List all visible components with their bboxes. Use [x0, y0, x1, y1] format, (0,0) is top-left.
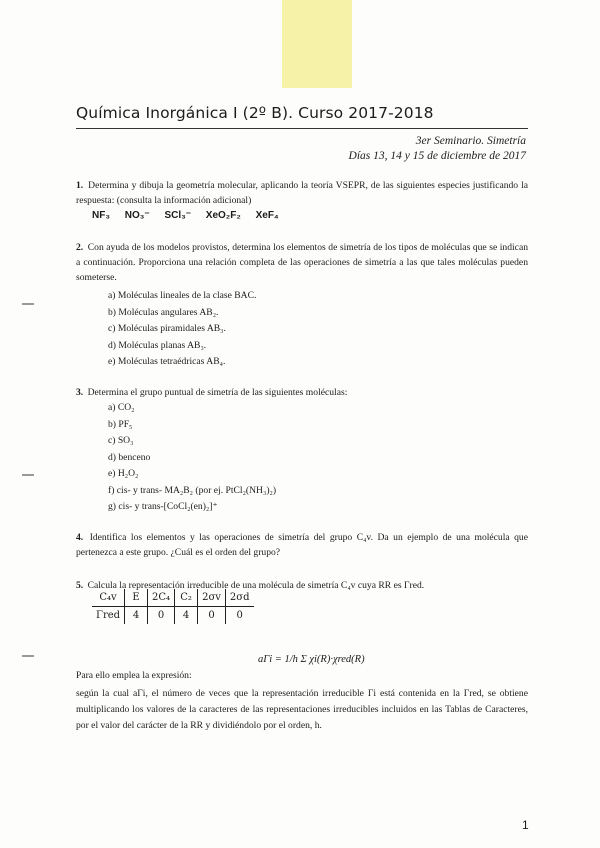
question-1-text: Determina y dibuja la geometría molecular, aplicando la teoría VSEPR, de las siguientes especies justificando la respuesta: (consulta la información adicional) [76, 180, 528, 206]
question-5-number: 5. [76, 580, 84, 591]
list-item: b) Moléculas angulares AB₂. [108, 306, 219, 318]
species-list [92, 210, 289, 221]
seminar-name: 3er Seminario. Simetría [415, 135, 526, 147]
table-cell: 0 [148, 607, 175, 625]
question-3 [76, 385, 528, 400]
list-item: d) benceno [108, 451, 151, 463]
table-cell: Γred [92, 607, 125, 625]
list-item: d) Moléculas planas AB₃. [108, 339, 207, 351]
question-1-number: 1. [76, 180, 84, 191]
table-row [92, 607, 254, 625]
scan-mark [22, 655, 34, 657]
list-item: a) Moléculas lineales de la clase BAC. [108, 290, 257, 301]
table-cell: 4 [125, 607, 148, 625]
list-item: g) cis- y trans-[CoCl₂(en)₂]⁺ [108, 501, 218, 512]
scan-mark [22, 303, 34, 305]
table-cell: E [125, 589, 148, 607]
species-item: SCl₃⁻ [164, 210, 192, 221]
list-item: b) PF₅ [108, 418, 133, 430]
table-header-row [92, 589, 254, 607]
question-2 [76, 240, 528, 285]
page-number: 1 [522, 818, 529, 832]
table-cell: 0 [225, 607, 253, 625]
formula: aΓi = 1/h Σ χi(R)·χred(R) [258, 654, 365, 665]
formula-explanation: según la cual aΓi, el número de veces que la representación irreducible Γi está contenida en la Γred, se obtiene multiplicando los valores de la caracteres de las representaciones irreducibles incluidos en las Tablas de Caracteres, por el valor del carácter de la RR y dividiéndolo por el orden, h. [76, 688, 528, 731]
list-item: f) cis- y trans- MA₂B₂ (por ej. PtCl₂(NH₃)₂) [108, 484, 277, 496]
question-2-text: Con ayuda de los modelos provistos, determina los elementos de simetría de los tipos de moléculas que se indican a continuación. Proporciona una relación completa de las operaciones de simetría a las que tales moléculas pueden someterse. [76, 242, 528, 283]
species-item: NF₃ [92, 210, 110, 221]
question-4-number: 4. [76, 532, 84, 543]
species-item: NO₃⁻ [124, 210, 150, 221]
question-3-text: Determina el grupo puntual de simetría de las siguientes moléculas: [87, 387, 348, 398]
table-cell: 2σv [198, 589, 226, 607]
table-cell: 0 [198, 607, 226, 625]
seminar-dates: Días 13, 14 y 15 de diciembre de 2017 [348, 150, 526, 162]
formula-intro: Para ello emplea la expresión: [76, 670, 192, 681]
title-underline [76, 128, 528, 129]
seminar-info [349, 134, 526, 164]
question-5-text: Calcula la representación irreducible de una molécula de simetría C₄v cuya RR es Γred. [87, 580, 425, 591]
question-3-list [108, 400, 276, 516]
list-item: e) H₂O₂ [108, 468, 139, 479]
question-4-text: Identifica los elementos y las operaciones de simetría del grupo C₄v. Da un ejemplo de una molécula que pertenezca a este grupo. ¿Cuál es el orden del grupo? [76, 532, 528, 558]
character-table [92, 589, 254, 624]
list-item: c) Moléculas piramidales AB₃. [108, 323, 226, 334]
question-2-list [108, 288, 256, 371]
sticky-note [282, 0, 352, 88]
species-item: XeO₂F₂ [205, 210, 241, 221]
question-3-number: 3. [76, 387, 84, 398]
table-cell: C₂ [175, 589, 198, 607]
question-4 [76, 530, 528, 560]
list-item: a) CO₂ [108, 402, 135, 413]
table-cell: 4 [175, 607, 198, 625]
question-1 [76, 178, 528, 208]
page-title: Química Inorgánica I (2º B). Curso 2017-2018 [76, 104, 434, 122]
species-item: XeF₄ [255, 210, 279, 221]
list-item: c) SO₃ [108, 435, 134, 446]
table-cell: 2C₄ [148, 589, 175, 607]
scan-mark [22, 474, 34, 476]
list-item: e) Moléculas tetraédricas AB₄. [108, 356, 226, 367]
table-cell: 2σd [225, 589, 253, 607]
question-2-number: 2. [76, 242, 84, 253]
table-cell: C₄v [92, 589, 125, 607]
